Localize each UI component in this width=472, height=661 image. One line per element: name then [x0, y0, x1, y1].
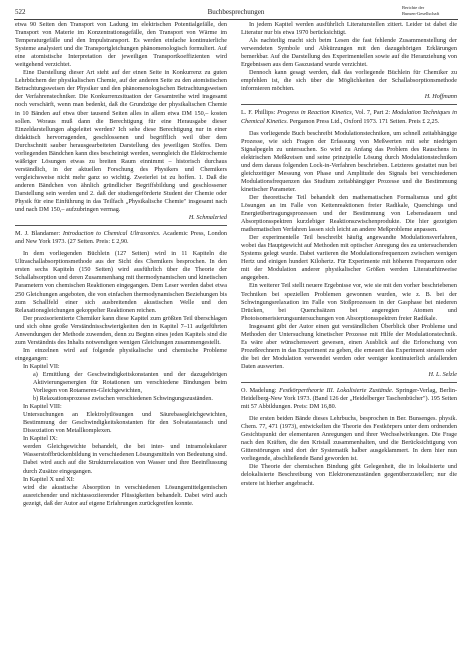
reviewer-signature: H. L. Selzle: [428, 370, 457, 378]
chapter-heading: In Kapitel IX:: [23, 435, 58, 443]
book-volume: Vol. 7, Part 2:: [354, 109, 391, 117]
page-number: 522: [15, 8, 26, 16]
paragraph: etwa 90 Seiten den Transport von Ladung im elektrischen Potentialgefälle, den Transport von Materie im Konzentrationsgefälle, den Transport von Wärme im Temperaturgefälle und den Impulstransport. Es werden einfache kontinuierliche Systeme analysiert und die Transportgleichungen phänomenologisch formuliert. Auf eine atomistische Interpretation der jeweiligen Transportkoeffizienten wird weitgehend verzichtet.: [15, 21, 227, 69]
reviewer-signature: H. Hoffmann: [424, 93, 457, 101]
review-separator: [241, 104, 457, 105]
paragraph: Die Theorie der chemischen Bindung gibt Gelegenheit, die in lokalisierte und delokalisierte Beschreibung von Elektronenzuständen gegenüberzustellen; nur die erstere ist hierher angebracht.: [241, 463, 457, 487]
paragraph: Im einzelnen wird auf folgende physikalische und chemische Probleme eingegangen:: [15, 346, 227, 362]
book-author: M. J. Blandamer:: [15, 230, 61, 238]
paragraph: In jedem Kapitel werden ausführlich Literaturstellen zitiert. Leider ist dabei die Literatur nur bis etwa 1970 berücksichtigt.: [241, 21, 457, 37]
book-publisher: Academic Press, London and New York 1973. (27 Seiten. Preis: £ 2,90.: [15, 230, 227, 246]
book-publisher: Springer-Verlag, Berlin-Heidelberg-New York 1973. (Band 126 der „Heidelberger Taschenbücher"). 195 Seiten mit 57 Abbildungen. Preis: DM 16,80.: [241, 387, 458, 411]
chapter-heading: In Kapitel VII:: [23, 362, 60, 370]
list-item: a) Ermittlung der Geschwindigkeitskonstanten und der dazugehörigen Aktivierungsenergien für Rotationen um verschiedene Bindungen beim Vorliegen von Rotameren-Gleichgewichten,: [33, 370, 227, 395]
paragraph: Der praxisorientierte Chemiker kann diese Kapitel zum größten Teil überschlagen und sich ohne große Verständnisschwierigkeiten den in Kapitel 7–11 aufgeführten Anwendungen der Methode zuwenden, denn zu Beginn eines jeden Kapitels sind die zum Verständnis des Inhalts notwendigen wenigen Gleichungen zusammengestellt.: [15, 314, 227, 346]
book-publisher: Pergamon Press Ltd., Oxford 1973. 171 Seiten. Preis £ 2,25.: [289, 117, 440, 125]
paragraph: Das vorliegende Buch beschreibt Modulationstechniken, um schnell zeitabhängige Prozesse, wie sich Fragen der Erfassung von Meßwerten mit sehr niedrigen Signalpegeln zu untersuchen. So wird zu Anfang das Problem des Rauschens in elektrischen Meßkreisen und seine prinzipielle Lösung durch Modulationstechniken und dem daraus folgenden Lock-in-Verfahren beschrieben. Letzteres gestattet nun bei gleichzeitiger Messung von Phase und Amplitude des Signals bei verschiedenen Modulationsfrequenzen das Studium zeitabhängiger Prozesse und die Bestimmung kinetischer Parameter.: [241, 129, 457, 193]
paragraph: Als nachteilig macht sich beim Lesen die fast fehlende Zusammenstellung der verwendeten Symbole und Abkürzungen mit den dazugehörigen Erklärungen bemerkbar. Auf die Darstellung des Experimentellen sowie auf die Heranziehung von Ergebnissen aus dem Gaszustand wurde verzichtet.: [241, 37, 457, 69]
left-column: [15, 21, 227, 508]
paragraph: Der experimentelle Teil beschreibt häufig angewandte Modulationsverfahren, wobei das Hauptgewicht auf Methoden mit optischer Anregung des zu untersuchenden Systems gelegt wurde. Dabei variieren die Modulationsfrequenzen zwischen wenigen Hertz und einigen hundert Kilohertz. Für Experimente mit höheren Frequenzen oder mit der Modulation anderer physikalischer Größen werden Literaturhinweise angegeben.: [241, 234, 457, 282]
paragraph: Ein weiterer Teil stellt neuere Ergebnisse vor, wie sie mit den vorher beschriebenen Techniken bei speziellen Problemen gewonnen wurden, wie z. B. bei der Schwingungsrelaxation im Falle von Stoßprozessen in der Gasphase bei niederen Drücken, bei Quenchsätzen bei angeregten Atomen und Photoisomerisierungsuntersuchungen von Absorptionsspektren freier Radikale.: [241, 282, 457, 322]
header-rule: [14, 19, 458, 20]
book-author: L. F. Phillips:: [241, 109, 276, 117]
book-subtitle: Modulation Techniques in Chemical Kinetics.: [241, 109, 457, 125]
book-title: Introduction to Chemical Ultrasonics.: [62, 230, 161, 238]
right-column: [241, 21, 457, 488]
book-reference: [241, 109, 457, 125]
chapter-heading: In Kapitel X und XI:: [23, 475, 75, 483]
review-separator: [15, 225, 227, 226]
list-item: Untersuchungen an Elektrolytlösungen und Säurebasegleichgewichten, Bestimmung der Geschwindigkeitskonstanten für den Solvataustausch und Dissoziation von Metallkomplexen.: [23, 411, 227, 435]
book-reference: [15, 230, 227, 246]
paragraph: Dennoch kann gesagt werden, daß das vorliegende Büchlein für Chemiker zu empfehlen ist, die sich über die Möglichkeiten der Schallabsorptionsmethode informieren möchten.: [241, 69, 457, 93]
list-item: wird die akustische Absorption in verschiedenen Lösungsmittelgemischen ausreichender und nichtassoziierender Flüssigkeiten behandelt. Dabei wird auch gezeigt, daß der Autor auf eigene Erfahrungen zurückgreifen konnte.: [23, 483, 227, 507]
journal-line-1: Berichte der: [402, 5, 425, 10]
paragraph: Insgesamt gibt der Autor einen gut verständlichen Überblick über Probleme und Methoden der Untersuchung kinetischer Prozesse mit Hilfe der Modulationstechnik. Es wäre aber wünschenswert gewesen, einen Ausblick auf die Erforschung von Prozeßrechnern in das Experiment zu geben, die erneuert das Experiment steuern oder die bei der Modulation verwendet werden oder weniger kontinuierlich anfallenden Daten auswerten.: [241, 322, 457, 370]
chapter-heading: In Kapitel VIII:: [23, 403, 62, 411]
paragraph: Die ersten beiden Bände dieses Lehrbuchs, besprochen in Ber. Bunsenges. physik. Chem. 77, 471 (1973), entwickelten die Theorie des Festkörpers unter dem ordnenden Gesichtspunkt der elementaren Anregungen und ihrer Wechselwirkungen. Die Frage nach den Kräften, die den Kristall zusammenhalten, und die Berücksichtigung von Gitterstörungen sind dort der Systematik halber ausgeklammert. In dem hier nun vorliegende, abschließende Band geworden ist.: [241, 415, 457, 463]
paragraph: In dem vorliegenden Büchlein (127 Seiten) wird in 11 Kapiteln die Ultraschallabsorptionsmethode aus der Sicht des Chemikers besprochen. In den ersten sechs Kapiteln (150 Seiten) wird ausführlich über die Theorie der Schallabsorption und deren Zusammenhang mit thermodynamischen und kinetischen Parametern von chemischen Reaktionen eingegangen. Dem Leser werden dabei etwa 250 Gleichungen angeboten, die von einfachen thermodynamischen Beziehungen bis zum Schallfeld einer sich ausbreitenden akustischen Welle und den Relaxationsgleichungen gekoppelter Reaktionen reichen.: [15, 250, 227, 314]
review-separator: [241, 382, 457, 383]
book-reference: [241, 387, 457, 411]
journal-line-2: Bunsen-Gesellschaft: [402, 11, 440, 16]
book-title: Festkörpertheorie III. Lokalisierte Zustände.: [279, 387, 394, 395]
book-title: Progress in Reaction Kinetics,: [277, 109, 354, 117]
running-title: Buchbesprechungen: [207, 8, 265, 16]
paragraph: Der theoretische Teil behandelt den mathematischen Formalismus und gibt Lösungen an im Falle von Kettenreaktionen freier Radikale, Quenchings und Energieübertragungsprozessen und der Bestimmung von Lebensdauern und Absorptionsspektren kurzlebiger Reaktionszwischenprodukte. Die hier gezeigten mathematischen Verfahren lassen sich leicht an andere Meßprobleme anpassen.: [241, 193, 457, 234]
reviewer-signature: H. Schmalzried: [188, 214, 227, 222]
book-author: O. Madelung:: [241, 387, 277, 395]
list-item: werden Gleichgewichte behandelt, die bei inter- und intramolekularer Wasserstoffbrückenbildung in verschiedenen Lösungsmitteln von Bedeutung sind. Dabei wird auch auf die Strukturrelaxation von Wasser und ihre Beeinflussung durch Zusätze eingegangen.: [23, 443, 227, 475]
journal-name: [402, 5, 470, 17]
paragraph: Eine Darstellung dieser Art steht auf der einen Seite in Konkurrenz zu guten Lehrbüchern der physikalischen Chemie, auf der anderen Seite zu den atomistischen Betrachtungsweisen der Physiker und den phänomenologischen Betrachtungsweisen der Verfahrenstechniker. Die Konkurrenzsituation der Gesamtreihe wird insgesamt noch verschärft, wenn man bedenkt, daß die Grundzüge der physikalischen Chemie in 10 Bänden auf etwa über tausend Seiten alles in allem etwa DM 150,– kosten sollen. Woraus muß dann die Berechtigung für eine Herausgabe dieser Einzeldarstellungen abgeleitet werden? Ich sehe diese Berechtigung nur in einer didaktisch hervorragenden, geschlossenen und begrifflich weil über dem Durchschnitt sauber herausgearbeiteten Darstellung des jeweiligen Stoffes. Dem vorliegenden Bändchen kann dies bescheinigt werden, wenngleich die Elektrochemie wäßriger Lösungen etwas zu breiten Raum einnimmt – historisch durchaus verständlich, in der aktuellen Forschung des Physikers und Chemikers vergleichsweise nicht mehr ganz so wichtig. Zweierlei ist zu hoffen. 1. Daß die anderen Bändchen von ähnlich gründlicher Begriffsbildung und geschlossener Darstellung sein werden und 2. daß der studiengeförderte Student der Chemie oder Physik für eine Einführung in das Teilfach „Physikalische Chemie" insgesamt nach und nach DM 150,– aufzubringen vermag.: [15, 69, 227, 214]
list-item: b) Relaxationsprozesse zwischen verschiedenen Schwingungszuständen.: [33, 395, 213, 403]
